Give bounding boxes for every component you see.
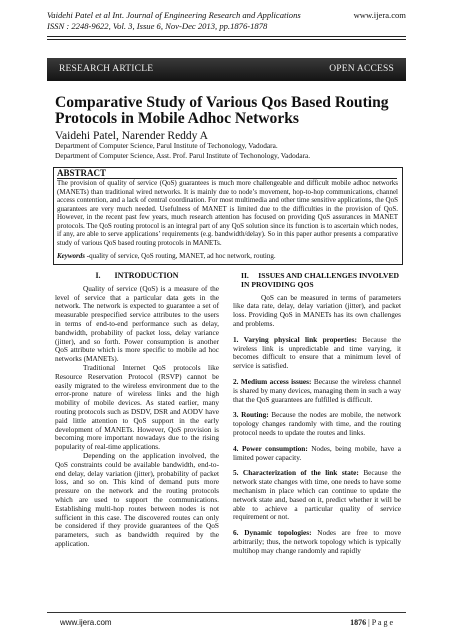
footer-website[interactable]: www.ijera.com [60, 618, 112, 627]
left-column [55, 272, 219, 549]
issue-text: Because the nodes are mobile, the network topology changes randomly with time, and the routing protocol needs to update the routes and links. [233, 410, 401, 437]
article-banner [47, 58, 406, 81]
right-column [233, 272, 401, 556]
section-heading-issues: II. ISSUES AND CHALLENGES INVOLVED IN PROVIDING QOS [241, 271, 400, 289]
keywords-text: quality of service, QoS routing, MANET, ad hoc network, routing. [89, 252, 276, 260]
access-label: OPEN ACCESS [329, 64, 394, 74]
issue-text: Because the network state changes with time, one needs to have some mechanism in place which can continue to update the network state and, based on it, predict whether it will be able to achieve a particular quality of service requirement or not. [233, 468, 402, 522]
intro-paragraph-3: Depending on the application involved, the QoS constraints could be available bandwidth, end-to-end delay, delay variation (jitter), probability of packet loss, and so on. This kind of demand puts more pressure on the network and the routing protocols which are used to support the communications. Establishing multi-hop routes between nodes is not sufficient in this case. The discovered routes can only be considered if they provide guarantees of the QoS parameters, such as bandwidth required by the application. [55, 450, 219, 548]
intro-paragraph-1: Quality of service (QoS) is a measure of the level of service that a particular data gets in the network. The network is expected to guarantee a set of measurable prespecified service attributes to the users in terms of end-to-end performance such as delay, bandwidth, probability of packet loss, delay variance (jitter), and so forth. Power consumption is another QoS attribute which is more specific to mobile ad hoc networks (MANETs). [55, 283, 219, 364]
header-rule-double [47, 39, 406, 40]
citation-line-2: ISSN : 2248-9622, Vol. 3, Issue 6, Nov-Dec 2013, pp.1876-1878 [47, 21, 268, 31]
abstract-text: The provision of quality of service (QoS) guarantees is much more challengeable and difficult mobile adhoc networks (MANETs) than traditional wired networks. It is mainly due to node’s movement, hop-to-hop communications, channel access contention, and a lack of central coordination. For most multimedia and other time sensitive applications, the QoS guarantees are very much needed. Usefulness of MANET is limited due to the difficulties in the provision of QoS. However, in the recent past few years, much research attention has focused on providing QoS assurances in MANET protocols. The QoS routing protocol is an integral part of any QoS solution since its function is to ascertain which nodes, if any, are able to serve applications’ requirements (e.g. bandwidth/delay). So in this paper author presents a comparative study of various QoS based routing protocols in MANETs. [57, 179, 398, 247]
page-number: 1876 [350, 618, 367, 627]
page-label: | P a g e [368, 618, 393, 627]
footer-page [350, 618, 393, 627]
issue-text: Nodes are free to move arbitrarily; thus, the network topology which is typically multihop may change randomly and rapidly [233, 528, 401, 555]
issue-item [233, 336, 401, 371]
section-heading-introduction: I. INTRODUCTION [95, 271, 179, 280]
running-header [47, 10, 406, 32]
paper-authors: Vaidehi Patel, Narender Reddy A [55, 130, 208, 142]
journal-website[interactable]: www.ijera.com [353, 10, 406, 20]
issues-intro: QoS can be measured in terms of parameters like data rate, delay, delay variation (jitter), and packet loss. Providing QoS in MANETs has its own challenges and problems. [233, 292, 401, 328]
issue-label: 6. Dynamic topologies: [233, 528, 312, 538]
footer-rule [47, 612, 406, 613]
issue-label: 5. Characterization of the link state: [233, 468, 359, 478]
issue-text: Because the wireless channel is shared by many devices, managing them in such a way that the QoS guarantees are fulfilled is difficult. [233, 376, 401, 404]
issue-label: 2. Medium access issues: [233, 376, 312, 386]
affiliation-1: Department of Computer Science, Parul Institute of Techonology, Vadodara. [55, 141, 278, 150]
issue-item [233, 469, 401, 522]
issue-item [233, 378, 401, 404]
issue-item [233, 445, 401, 463]
issue-label: 4. Power consumption: [233, 443, 308, 453]
issue-label: 1. Varying physical link properties: [233, 334, 357, 344]
issue-text: Nodes, being mobile, have a limited power capacity. [233, 443, 402, 462]
issue-item [233, 411, 401, 437]
abstract-heading: ABSTRACT [57, 168, 107, 178]
intro-paragraph-2: Traditional Internet QoS protocols like Resource Reservation Protocol (RSVP) cannot be easily migrated to the wireless environment due to the error-prone nature of wireless links and the high mobility of mobile devices. As stated earlier, many routing protocols such as DSDV, DSR and AODV have paid little attention to QoS support in the early development of MANETs. However, QoS provision is becoming more important nowadays due to the rising popularity of real-time applications. [55, 362, 219, 452]
issue-label: 3. Routing: [233, 410, 269, 420]
paper-title: Comparative Study of Various Qos Based Routing Protocols in Mobile Adhoc Networks [55, 94, 389, 127]
affiliation-2: Department of Computer Science, Asst. Prof. Parul Institute of Techonology, Vadodara. [55, 151, 311, 160]
issue-text: Because the wireless link is unpredictable and time varying, it becomes difficult to ensure that a minimum level of service is satisfied. [233, 334, 402, 371]
keywords-label: Keywords - [57, 252, 90, 260]
article-type-label: RESEARCH ARTICLE [59, 64, 154, 74]
issue-item [233, 529, 401, 555]
header-rule [47, 36, 406, 37]
keywords-line [57, 252, 276, 260]
citation-line-1: Vaidehi Patel et al Int. Journal of Engineering Research and Applications [47, 10, 301, 20]
